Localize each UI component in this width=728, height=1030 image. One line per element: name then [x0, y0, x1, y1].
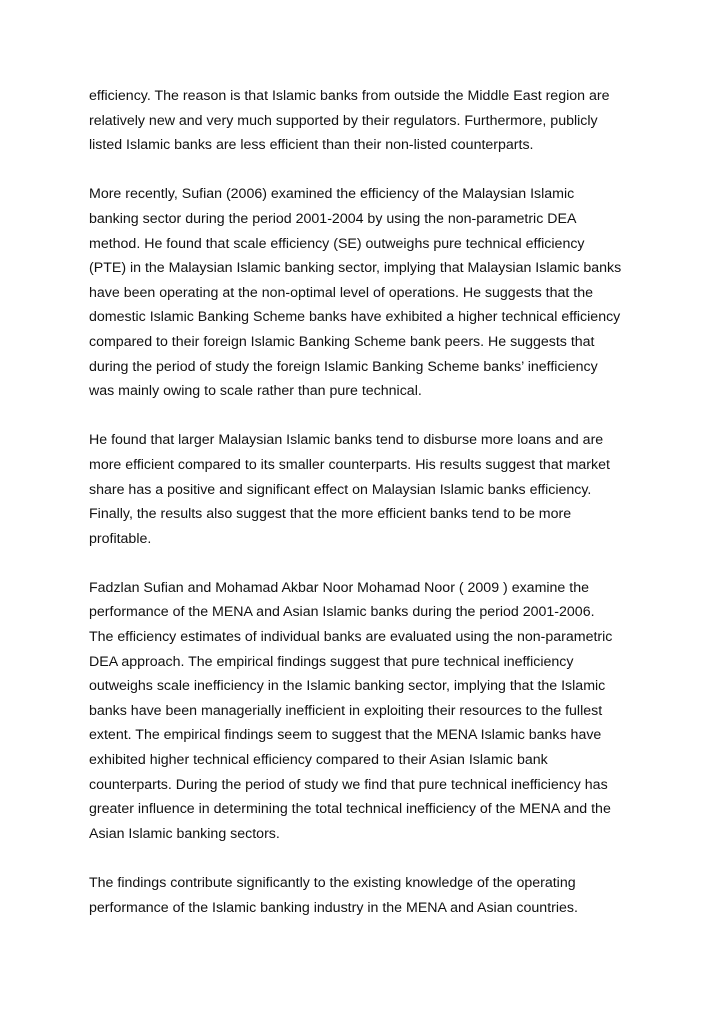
- paragraph: Fadzlan Sufian and Mohamad Akbar Noor Mohamad Noor ( 2009 ) examine the performance of the MENA and Asian Islamic banks during the period 2001-2006. The efficiency estimates of individual banks are evaluated using the non-parametric DEA approach. The empirical findings suggest that pure technical inefficiency outweighs scale inefficiency in the Islamic banking sector, implying that the Islamic banks have been managerially inefficient in exploiting their resources to the fullest extent. The empirical findings seem to suggest that the MENA Islamic banks have exhibited higher technical efficiency compared to their Asian Islamic bank counterparts. During the period of study we find that pure technical inefficiency has greater influence in determining the total technical inefficiency of the MENA and the Asian Islamic banking sectors.: [89, 579, 613, 842]
- paragraph: He found that larger Malaysian Islamic banks tend to disburse more loans and are more efficient compared to its smaller counterparts. His results suggest that market share has a positive and significant effect on Malaysian Islamic banks efficiency. Finally, the results also suggest that the more efficient banks tend to be more profitable.: [89, 432, 610, 547]
- paragraph: More recently, Sufian (2006) examined the efficiency of the Malaysian Islamic banking sector during the period 2001-2004 by using the non-parametric DEA method. He found that scale efficiency (SE) outweighs pure technical efficiency (PTE) in the Malaysian Islamic banking sector, implying that Malaysian Islamic banks have been operating at the non-optimal level of operations. He suggests that the domestic Islamic Banking Scheme banks have exhibited a higher technical efficiency compared to their foreign Islamic Banking Scheme bank peers. He suggests that during the period of study the foreign Islamic Banking Scheme banks’ inefficiency was mainly owing to scale rather than pure technical.: [89, 186, 622, 400]
- paragraph: efficiency. The reason is that Islamic banks from outside the Middle East region are relatively new and very much supported by their regulators. Furthermore, publicly listed Islamic banks are less efficient than their non-listed counterparts.: [89, 88, 610, 154]
- paragraph: The findings contribute significantly to the existing knowledge of the operating performance of the Islamic banking industry in the MENA and Asian countries.: [89, 875, 578, 916]
- document-page: [89, 84, 649, 945]
